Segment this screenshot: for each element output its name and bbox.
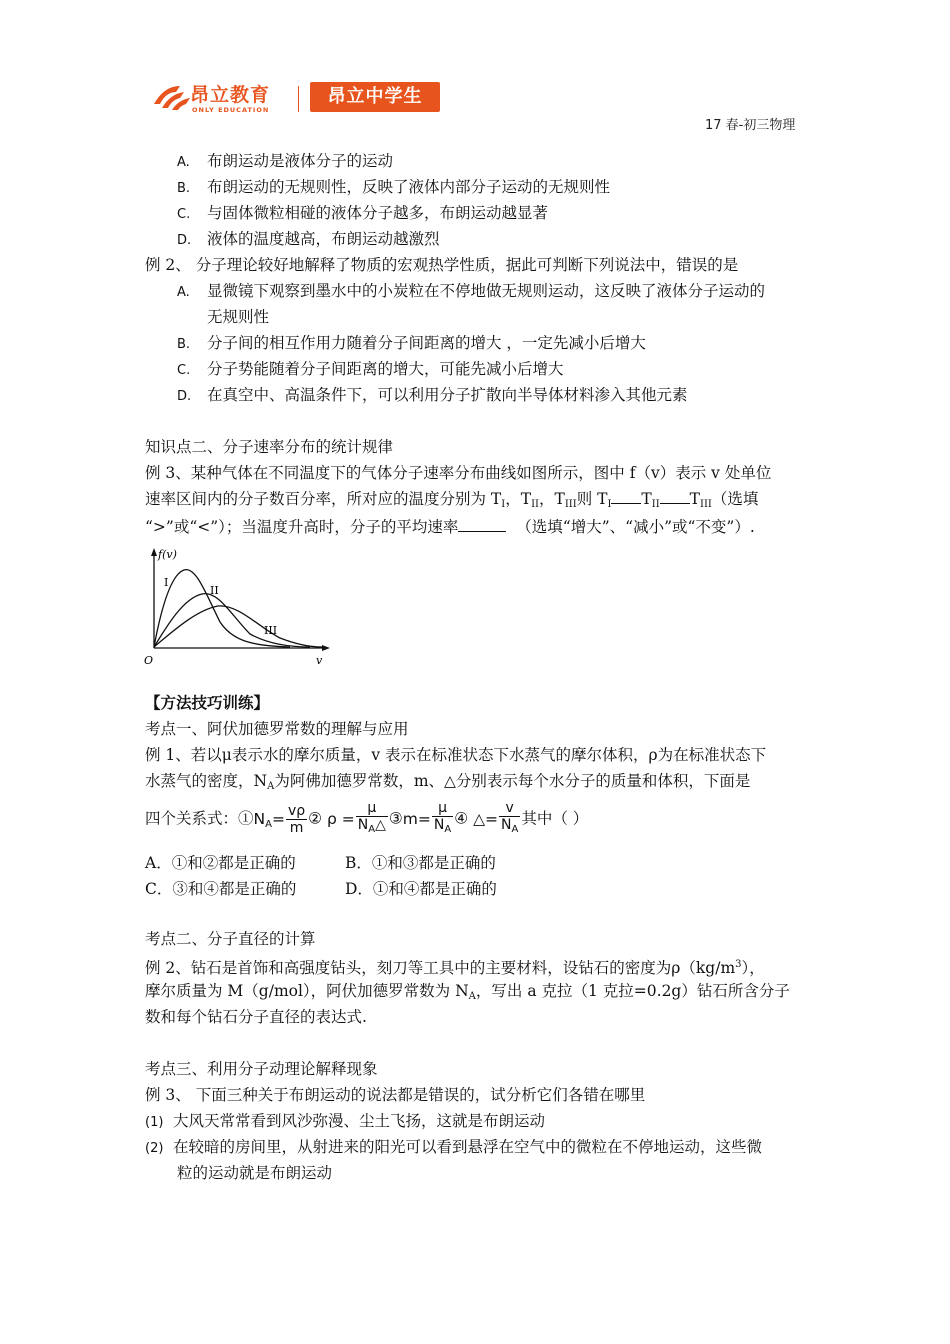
e1-options-row1 xyxy=(145,852,496,874)
numerator: μ xyxy=(356,800,388,817)
k3-title: 考点三、利用分子动理论解释现象 xyxy=(145,1060,378,1078)
subscript: II xyxy=(651,499,660,510)
text-run: T xyxy=(689,490,700,508)
text-run: 为阿佛加德罗常数，m、△分别表示每个水分子的质量和体积，下面是 xyxy=(274,772,751,790)
ex2-option-a xyxy=(177,280,765,304)
option-text: 显微镜下观察到墨水中的小炭粒在不停地做无规则运动，这反映了液体分子运动的 xyxy=(207,282,766,300)
numerator: vρ xyxy=(287,802,306,819)
circled-number: ③ xyxy=(388,809,403,828)
subscript: III xyxy=(564,499,577,510)
formula-term: △ xyxy=(473,809,485,828)
denominator: m xyxy=(289,819,304,836)
formula-1 xyxy=(253,802,309,836)
logo-en-text: ONLY EDUCATION xyxy=(192,106,270,114)
formula-term: ρ xyxy=(327,809,337,828)
kp2-title: 知识点二、分子速率分布的统计规律 xyxy=(145,438,394,456)
formula-2 xyxy=(327,800,389,835)
formula-eq: = xyxy=(341,809,355,828)
formula-eq: = xyxy=(485,809,498,828)
curve-II xyxy=(154,594,310,647)
option-label: D. xyxy=(177,389,192,404)
q1-option-b xyxy=(177,176,610,200)
text-run: 四个关系式： xyxy=(145,809,239,828)
e1-formulas xyxy=(145,800,588,840)
subscript: I xyxy=(501,499,506,510)
circled-number: ② xyxy=(308,809,323,828)
option-label: A. xyxy=(177,155,190,170)
option-label: B. xyxy=(177,337,191,352)
option-a: A．①和②都是正确的 xyxy=(145,854,296,872)
kp2-line2 xyxy=(145,488,758,516)
y-axis-label: f(v) xyxy=(158,548,177,561)
ex2-option-d xyxy=(177,384,688,408)
answer-blank[interactable] xyxy=(458,517,506,532)
subscript: A xyxy=(444,824,452,835)
origin-label: O xyxy=(144,654,154,667)
option-text: 与固体微粒相碰的液体分子越多，布朗运动越显著 xyxy=(207,204,549,222)
ex2-stem: 例 2、 分子理论较好地解释了物质的宏观热学性质，据此可判断下列说法中，错误的是 xyxy=(145,256,739,274)
option-text: 布朗运动的无规则性，反映了液体内部分子运动的无规则性 xyxy=(207,178,611,196)
subscript: II xyxy=(531,499,539,510)
method-title: 【方法技巧训练】 xyxy=(145,693,270,712)
formula-eq: = xyxy=(271,809,285,828)
e3-item-1 xyxy=(145,1110,545,1134)
option-text: 分子势能随着分子间距离的增大，可能先减小后增大 xyxy=(207,360,564,378)
denominator xyxy=(356,817,388,838)
option-label: D. xyxy=(177,233,192,248)
subscript: A xyxy=(368,824,376,835)
text-run: （选填“增大”、“减小”或“不变”）. xyxy=(516,518,755,536)
item-label: (1) xyxy=(145,1115,164,1130)
formula-term: △ xyxy=(375,817,386,833)
numerator: μ xyxy=(432,800,453,817)
text-run: 则 T xyxy=(576,490,608,508)
k2-title: 考点二、分子直径的计算 xyxy=(145,930,316,948)
option-text: 分子间的相互作用力随着分子间距离的增大 ，一定先减小后增大 xyxy=(207,334,646,352)
kp2-line1: 例 3、某种气体在不同温度下的气体分子速率分布曲线如图所示，图中 f（v）表示 v 处单位 xyxy=(145,464,772,482)
subscript: A xyxy=(267,781,275,792)
kp2-line3 xyxy=(145,516,755,538)
ex2-option-c xyxy=(177,358,564,382)
logo-divider xyxy=(298,86,299,112)
denominator xyxy=(499,817,520,838)
logo-mark-icon xyxy=(150,82,194,112)
fraction xyxy=(499,800,520,838)
option-text: 布朗运动是液体分子的运动 xyxy=(207,152,394,170)
ex2-option-b xyxy=(177,332,646,356)
e2-line2 xyxy=(145,980,790,1008)
x-axis-label: v xyxy=(316,654,323,667)
curve-label-I: I xyxy=(164,576,169,589)
logo-cn-text: 昂立教育 xyxy=(190,84,271,106)
numerator: v xyxy=(499,800,520,817)
e1-line2 xyxy=(145,770,750,798)
item-text: 大风天常常看到风沙弥漫、尘土飞扬，这就是布朗运动 xyxy=(173,1112,546,1130)
text-run: T xyxy=(641,490,652,508)
e2-line1 xyxy=(145,954,765,979)
q1-option-c xyxy=(177,202,548,226)
circled-number: ① xyxy=(238,809,254,828)
y-axis-arrow xyxy=(151,548,157,556)
text-run: ，T xyxy=(505,490,532,508)
formula-3 xyxy=(402,800,454,835)
speed-distribution-graph xyxy=(140,544,340,668)
option-label: A. xyxy=(177,285,190,300)
text-run: 摩尔质量为 M（g/mol），阿伏加德罗常数为 N xyxy=(145,982,469,1000)
answer-blank[interactable] xyxy=(611,489,641,504)
e3-item-2 xyxy=(145,1136,762,1160)
text-run: ，写出 a 克拉（1 克拉=0.2g）钻石所含分子 xyxy=(475,982,790,1000)
subscript: A xyxy=(265,818,272,830)
fraction xyxy=(286,803,307,836)
answer-blank[interactable] xyxy=(660,489,690,504)
subscript: A xyxy=(468,991,476,1002)
x-axis-arrow xyxy=(322,645,330,651)
option-label: B. xyxy=(177,181,191,196)
option-b: B．①和③都是正确的 xyxy=(345,854,496,872)
option-text: 液体的温度越高，布朗运动越激烈 xyxy=(207,230,440,248)
text-run: ）， xyxy=(741,959,765,977)
subscript: A xyxy=(511,824,519,835)
formula-term: m xyxy=(402,809,418,828)
option-text: 在真空中、高温条件下，可以利用分子扩散向半导体材料渗入其他元素 xyxy=(207,386,688,404)
brand-logo xyxy=(150,76,450,122)
course-label: 17 春-初三物理 xyxy=(705,118,796,133)
e1-options-row2 xyxy=(145,878,497,900)
e3-item-2-cont: 粒的运动就是布朗运动 xyxy=(177,1164,333,1182)
option-label: C. xyxy=(177,363,191,378)
q1-option-a xyxy=(177,150,393,174)
option-label: C. xyxy=(177,207,191,222)
text-run: 其中（ ） xyxy=(521,809,589,828)
text-run: 例 2、钻石是首饰和高强度钻头，刻刀等工具中的主要材料，设钻石的密度为ρ（kg/m xyxy=(145,959,736,977)
formula-4 xyxy=(473,800,521,835)
formula-term: N xyxy=(253,809,266,828)
denominator xyxy=(432,817,453,838)
text-run: “>”或“<”）；当温度升高时，分子的平均速率 xyxy=(145,518,459,536)
q1-option-d xyxy=(177,228,440,252)
option-d: D．①和④都是正确的 xyxy=(345,880,497,898)
item-label: (2) xyxy=(145,1141,164,1156)
formula-term: N xyxy=(357,817,369,833)
subscript: III xyxy=(700,499,712,510)
fraction xyxy=(432,800,453,838)
superscript: 3 xyxy=(735,959,742,970)
curve-label-II: II xyxy=(210,584,219,597)
text-run: 速率区间内的分子数百分率，所对应的温度分别为 T xyxy=(145,490,502,508)
ex2-option-a-cont: 无规则性 xyxy=(207,308,270,326)
formula-term: N xyxy=(433,817,445,833)
text-run: ，T xyxy=(538,490,565,508)
subscript: I xyxy=(607,499,612,510)
e1-line1: 例 1、若以μ表示水的摩尔质量，v 表示在标准状态下水蒸气的摩尔体积，ρ为在标准状态下 xyxy=(145,746,767,764)
e2-line3: 数和每个钻石分子直径的表达式. xyxy=(145,1008,367,1026)
curve-III xyxy=(154,606,322,647)
fraction xyxy=(356,800,388,838)
item-text: 在较暗的房间里，从射进来的阳光可以看到悬浮在空气中的微粒在不停地运动，这些微 xyxy=(173,1138,763,1156)
k1-title: 考点一、阿伏加德罗常数的理解与应用 xyxy=(145,720,409,738)
option-c: C．③和④都是正确的 xyxy=(145,880,297,898)
curve-label-III: III xyxy=(264,624,278,637)
circled-number: ④ xyxy=(454,809,469,828)
formula-eq: = xyxy=(417,809,431,828)
e3-stem: 例 3、 下面三种关于布朗运动的说法都是错误的，试分析它们各错在哪里 xyxy=(145,1086,646,1104)
text-run: 水蒸气的密度，N xyxy=(145,772,268,790)
text-run: （选填 xyxy=(711,490,759,508)
formula-term: N xyxy=(501,817,512,833)
logo-box-text: 昂立中学生 xyxy=(310,82,440,112)
